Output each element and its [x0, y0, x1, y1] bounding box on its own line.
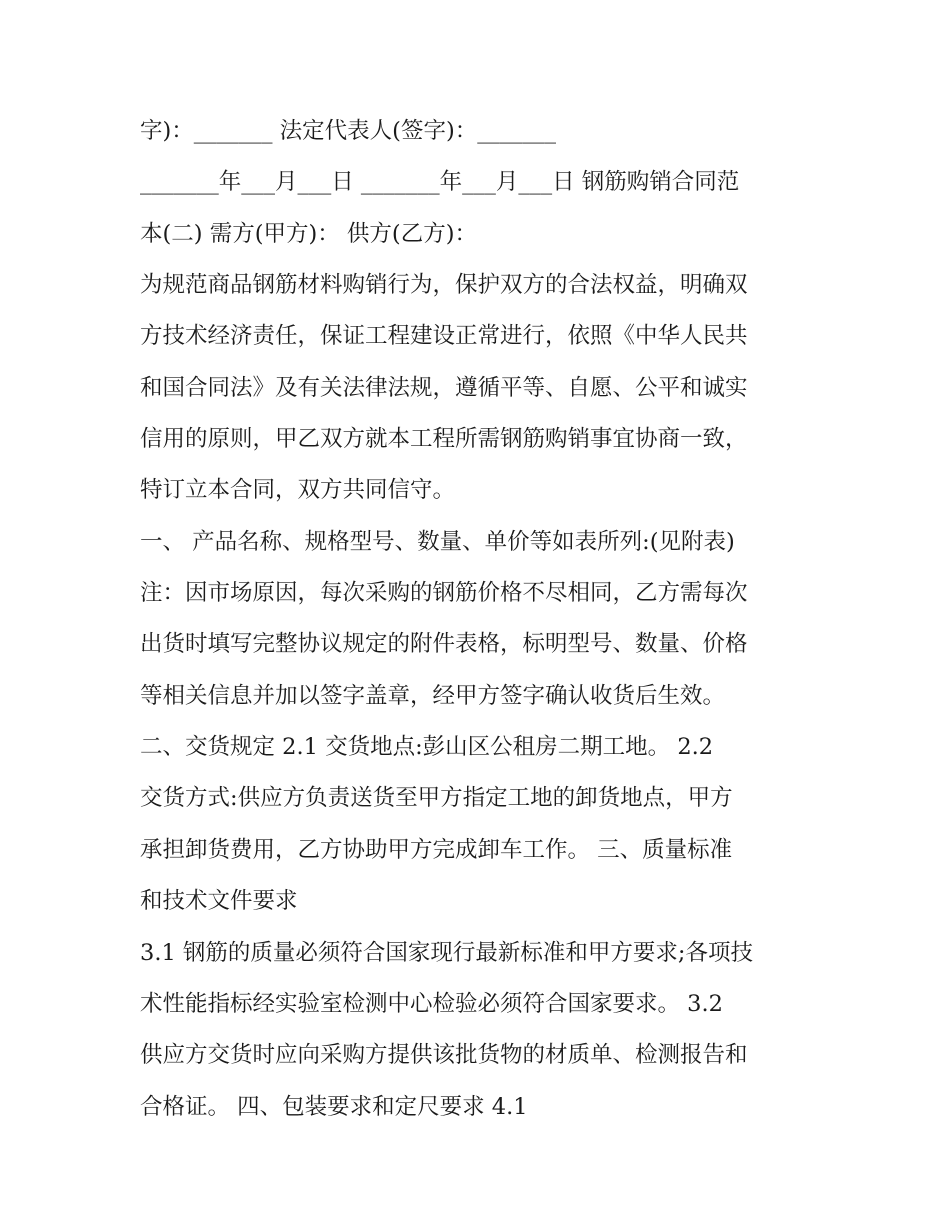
- text-line: 出货时填写完整协议规定的附件表格，标明型号、数量、价格: [140, 631, 748, 658]
- text-line: 等相关信息并加以签字盖章，经甲方签字确认收货后生效。: [140, 682, 726, 709]
- text-line: 信用的原则，甲乙双方就本工程所需钢筋购销事宜协商一致，: [140, 426, 748, 453]
- text-line: 交货方式:供应方负责送货至甲方指定工地的卸货地点，甲方: [140, 785, 733, 812]
- text-line: 注：因市场原因，每次采购的钢筋价格不尽相同，乙方需每次: [140, 580, 748, 607]
- text-line: 为规范商品钢筋材料购销行为，保护双方的合法权益，明确双: [140, 272, 748, 299]
- text-line: 承担卸货费用，乙方协助甲方完成卸车工作。 三、质量标准: [140, 836, 733, 863]
- contract-body-text: [140, 106, 830, 1133]
- text-line: 一、 产品名称、规格型号、数量、单价等如表所列:(见附表): [140, 528, 735, 555]
- text-line: 供应方交货时应向采购方提供该批货物的材质单、检测报告和: [140, 1042, 748, 1069]
- text-line: 本(二) 需方(甲方)： 供方(乙方)：: [140, 220, 477, 247]
- text-line: _______年___月___日 _______年___月___日 钢筋购销合同范: [140, 169, 740, 196]
- text-line: 和技术文件要求: [140, 888, 298, 915]
- text-line: 特订立本合同，双方共同信守。: [140, 477, 456, 504]
- text-line: 术性能指标经实验室检测中心检验必须符合国家要求。 3.2: [140, 990, 723, 1017]
- text-line: 方技术经济责任，保证工程建设正常进行，依照《中华人民共: [140, 323, 748, 350]
- text-line: 和国合同法》及有关法律法规，遵循平等、自愿、公平和诚实: [140, 374, 748, 401]
- text-line: 合格证。 四、包装要求和定尺要求 4.1: [140, 1093, 528, 1120]
- text-line: 3.1 钢筋的质量必须符合国家现行最新标准和甲方要求;各项技: [140, 939, 754, 966]
- text-line: 字)：_______ 法定代表人(签字)：_______: [140, 118, 556, 144]
- text-line: 二、交货规定 2.1 交货地点:彭山区公租房二期工地。 2.2: [140, 734, 714, 761]
